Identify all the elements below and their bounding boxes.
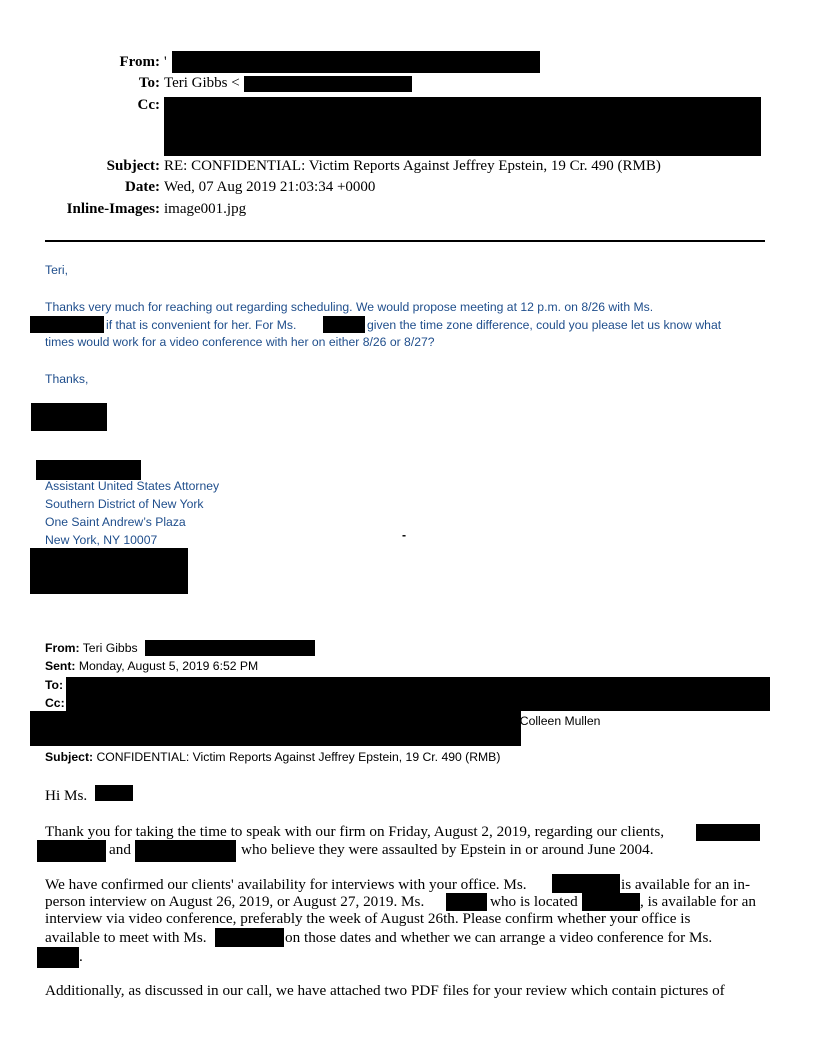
reply-paragraph-line: Thanks very much for reaching out regarding scheduling. We would propose meeting at 12 p.m. on 8/26 with Ms.: [45, 300, 654, 314]
signature-title: Assistant United States Attorney: [45, 479, 220, 493]
forwarded-sent-label: Sent:: [45, 659, 76, 673]
redaction-block: [145, 640, 315, 656]
forwarded-from-label: From:: [45, 641, 80, 655]
redaction-block: [30, 316, 104, 333]
redaction-block: [135, 840, 236, 862]
forwarded-to-row: [45, 676, 63, 694]
forwarded-subject-value: CONFIDENTIAL: Victim Reports Against Jeffrey Epstein, 19 Cr. 490 (RMB): [96, 750, 501, 764]
stray-mark: -: [402, 528, 407, 542]
letter-paragraph-line: Additionally, as discussed in our call, we have attached two PDF files for your review which contain pictures of: [45, 982, 725, 999]
redaction-block: [30, 711, 521, 746]
letter-paragraph-line: interview via video conference, preferably the week of August 26th. Please confirm whether your office is: [45, 910, 691, 927]
redaction-block: [172, 51, 540, 73]
from-label: From:: [119, 54, 160, 70]
forwarded-cc-label: Cc:: [45, 696, 65, 710]
letter-paragraph-line: who is located: [490, 893, 578, 910]
letter-paragraph-line: on those dates and whether we can arrange a video conference for Ms.: [285, 929, 713, 946]
forwarded-sent-value: Monday, August 5, 2019 6:52 PM: [78, 659, 259, 673]
letter-paragraph-line: and: [109, 841, 131, 858]
header-divider: [45, 240, 765, 242]
letter-greeting: Hi Ms.: [45, 787, 88, 804]
to-value: Teri Gibbs <: [164, 75, 240, 91]
inline-images-label: Inline-Images:: [66, 201, 160, 217]
subject-value: RE: CONFIDENTIAL: Victim Reports Against Jeffrey Epstein, 19 Cr. 490 (RMB): [164, 158, 661, 174]
forwarded-from-value: Teri Gibbs: [82, 641, 138, 655]
signature-address: New York, NY 10007: [45, 533, 158, 547]
forwarded-to-label: To:: [45, 678, 64, 692]
reply-greeting: Teri,: [45, 263, 69, 277]
redaction-block: [95, 785, 133, 801]
cc-label: Cc:: [137, 97, 160, 113]
letter-paragraph-line: who believe they were assaulted by Epstein in or around June 2004.: [241, 841, 654, 858]
redaction-block: [446, 893, 487, 911]
redaction-block: [215, 928, 284, 947]
redaction-block: [30, 548, 188, 594]
redaction-block: [582, 893, 640, 911]
forwarded-subject-row: [45, 748, 500, 766]
inline-images-value[interactable]: image001.jpg: [164, 201, 247, 217]
letter-paragraph-line: available to meet with Ms.: [45, 929, 207, 946]
forwarded-subject-label: Subject:: [45, 750, 94, 764]
redaction-block: [37, 840, 106, 862]
letter-paragraph-line: .: [79, 948, 83, 965]
redaction-block: [244, 76, 412, 92]
reply-paragraph-line: given the time zone difference, could you please let us know what: [367, 318, 722, 332]
letter-paragraph-line: person interview on August 26, 2019, or August 27, 2019. Ms.: [45, 893, 425, 910]
signature-office: Southern District of New York: [45, 497, 204, 511]
redaction-block: [37, 947, 79, 968]
to-label: To:: [138, 75, 160, 91]
forwarded-cc-row: [45, 694, 65, 712]
subject-label: Subject:: [106, 158, 160, 174]
from-value: ': [164, 54, 167, 70]
forwarded-sent-row: [45, 657, 258, 675]
date-label: Date:: [125, 179, 160, 195]
forwarded-from-row: [45, 639, 138, 657]
letter-paragraph-line: We have confirmed our clients' availability for interviews with your office. Ms.: [45, 876, 527, 893]
redaction-block: [552, 874, 620, 893]
letter-paragraph-line: is available for an in-: [621, 876, 751, 893]
letter-paragraph-line: Thank you for taking the time to speak with our firm on Friday, August 2, 2019, regarding our clients,: [45, 823, 665, 840]
forwarded-cc-tail: ; Colleen Mullen: [513, 714, 601, 728]
reply-signoff: Thanks,: [45, 372, 89, 386]
date-value: Wed, 07 Aug 2019 21:03:34 +0000: [164, 179, 376, 195]
redaction-block: [66, 677, 770, 711]
letter-paragraph-line: , is available for an: [640, 893, 756, 910]
reply-paragraph-line: times would work for a video conference with her on either 8/26 or 8/27?: [45, 335, 435, 349]
redaction-block: [31, 403, 107, 431]
redaction-block: [323, 316, 365, 333]
redaction-block: [696, 824, 760, 841]
signature-address: One Saint Andrew’s Plaza: [45, 515, 186, 529]
reply-paragraph-line: if that is convenient for her. For Ms.: [106, 318, 297, 332]
redaction-block: [164, 97, 761, 156]
